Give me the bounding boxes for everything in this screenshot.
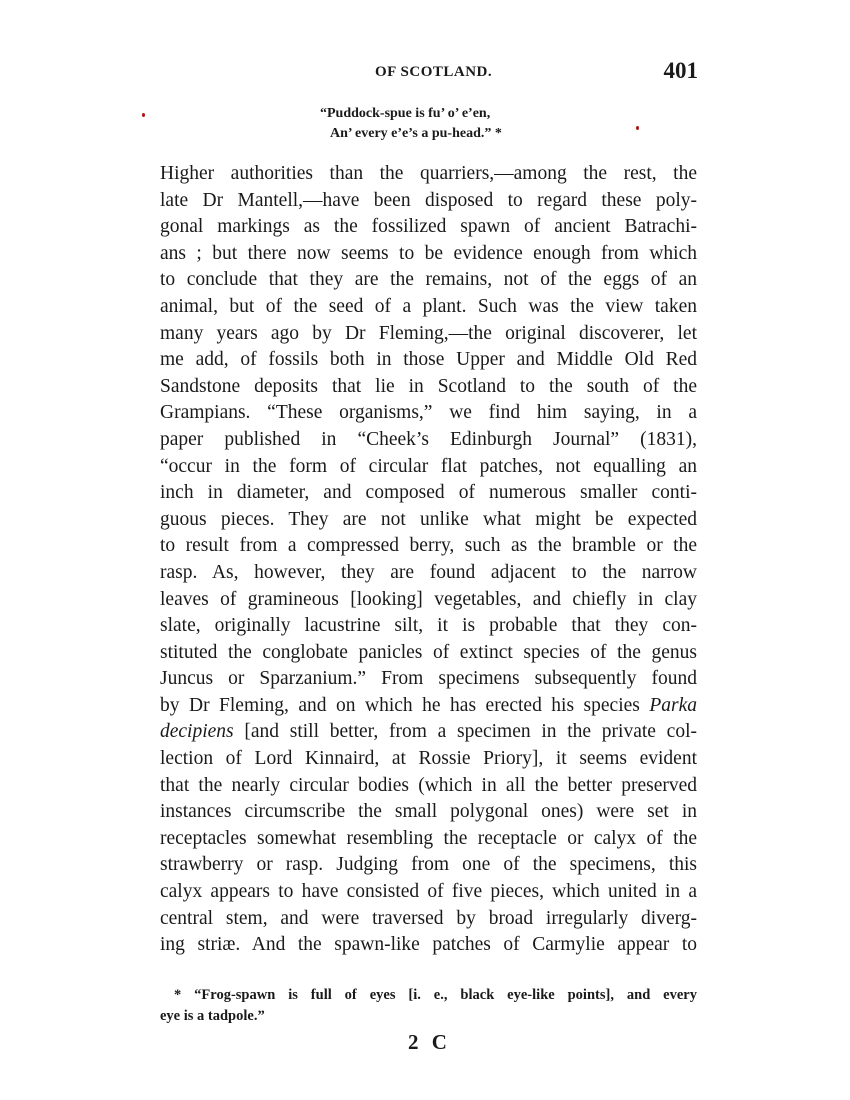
text-line: decipiens [and still better, from a specimen in the private col-	[160, 721, 697, 743]
text-line: stituted the conglobate panicles of extinct species of the genus	[160, 641, 697, 663]
text-line-with-italic	[160, 693, 697, 720]
text-line: calyx appears to have consisted of five pieces, which united in a	[160, 881, 697, 903]
epigraph-line-1: “Puddock-spue is fu’ o’ e’en,	[320, 106, 491, 121]
text-line: Sandstone deposits that lie in Scotland to the south of the	[160, 375, 697, 397]
running-title: OF SCOTLAND.	[375, 64, 493, 80]
epigraph	[320, 104, 620, 144]
text-line: to conclude that they are the remains, not of the eggs of an	[160, 269, 697, 291]
italic-term-decipiens: decipiens	[160, 721, 234, 743]
running-head	[160, 58, 700, 94]
italic-term-parka: Parka	[649, 694, 697, 716]
text-line: rasp. As, however, they are found adjacent to the narrow	[160, 561, 697, 583]
text-line: late Dr Mantell,—have been disposed to regard these poly-	[160, 189, 697, 211]
text-line: strawberry or rasp. Judging from one of the specimens, this	[160, 854, 697, 876]
text-line: instances circumscribe the small polygonal ones) were set in	[160, 801, 697, 823]
text-line: Juncus or Sparzanium.” From specimens subsequently found	[160, 668, 697, 690]
text-line: inch in diameter, and composed of numerous smaller conti-	[160, 482, 697, 504]
footnote-line-2: eye is a tadpole.”	[160, 1008, 265, 1024]
text-line: lection of Lord Kinnaird, at Rossie Priory], it seems evident	[160, 748, 697, 770]
footnote	[160, 985, 697, 1027]
footnote-line-1: * “Frog-spawn is full of eyes [i. e., black eye-like points], and every	[174, 987, 697, 1003]
text-line: many years ago by Dr Fleming,—the original discoverer, let	[160, 322, 697, 344]
text-line: receptacles somewhat resembling the receptacle or calyx of the	[160, 827, 697, 849]
text-line: me add, of fossils both in those Upper and Middle Old Red	[160, 349, 697, 371]
text-line: Higher authorities than the quarriers,—among the rest, the	[160, 163, 697, 184]
text-line: Grampians. “These organisms,” we find him saying, in a	[160, 402, 697, 424]
text-line: central stem, and were traversed by broad irregularly diverg-	[160, 907, 697, 929]
epigraph-line-2: An’ every e’e’s a pu-head.” *	[330, 126, 502, 141]
red-speck-left	[142, 113, 145, 117]
body-text	[160, 161, 697, 959]
page-number: 401	[663, 58, 698, 83]
text-line: that the nearly circular bodies (which in all the better preserved	[160, 774, 697, 796]
text-line: animal, but of the seed of a plant. Such was the view taken	[160, 295, 697, 317]
text-segment: by Dr Fleming, and on which he has erected his species	[160, 694, 640, 716]
red-speck-right	[636, 126, 639, 130]
text-line: to result from a compressed berry, such as the bramble or the	[160, 535, 697, 557]
text-line: paper published in “Cheek’s Edinburgh Journal” (1831),	[160, 428, 697, 450]
text-line: guous pieces. They are not unlike what might be expected	[160, 508, 697, 530]
text-line: ans ; but there now seems to be evidence enough from which	[160, 242, 697, 264]
text-line: slate, originally lacustrine silt, it is probable that they con-	[160, 615, 697, 637]
text-line: leaves of gramineous [looking] vegetables, and chiefly in clay	[160, 588, 697, 610]
signature-mark: 2 C	[408, 1030, 451, 1054]
text-line: “occur in the form of circular flat patches, not equalling an	[160, 455, 697, 477]
text-line: gonal markings as the fossilized spawn of ancient Batrachi-	[160, 216, 697, 238]
text-line: ing striæ. And the spawn-like patches of Carmylie appear to	[160, 934, 697, 956]
